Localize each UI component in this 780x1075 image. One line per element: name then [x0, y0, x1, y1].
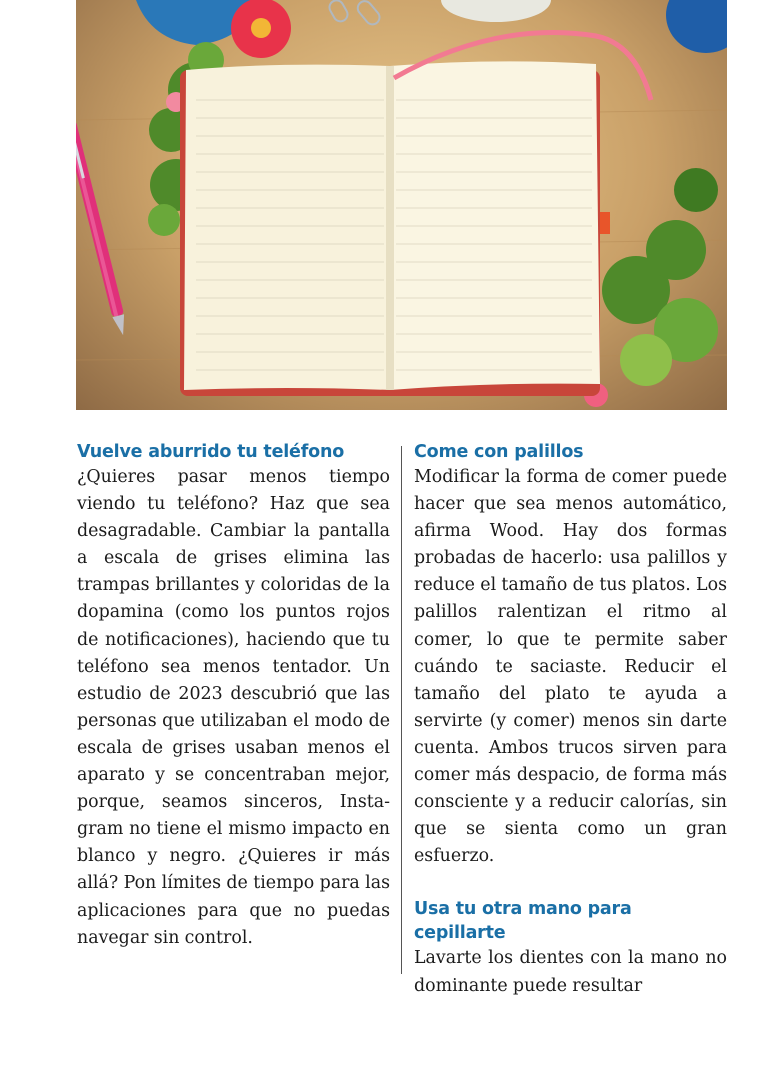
section-body: Lavarte los dientes con la mano no dominante puede resultar: [414, 948, 727, 996]
section-gap: [414, 870, 727, 897]
section-body: ¿Quieres pasar menos tiempo viendo tu teléfono? Haz que sea desagradable. Cambiar la pantalla a escala de grises elimina las trampas brillantes y coloridas de la dopamina (como los puntos rojos de notificaciones), haciendo que tu teléfono sea menos tentador. Un estudio de 2023 descubrió que las personas que utilizaban el modo de escala de grises usaban menos el aparato y se concentraban mejor, porque, seamos sinceros, Instagram no tiene el mismo impacto en blanco y negro. ¿Quieres ir más allá? Pon límites de tiempo para las aplicaciones para que no puedas navegar sin control.: [77, 467, 390, 948]
section-heading: Come con palillos: [414, 442, 584, 462]
column-divider: [401, 446, 402, 974]
right-column: [414, 440, 727, 1000]
section-heading: Vuelve aburrido tu teléfono: [77, 442, 345, 462]
open-notebook-photo: [76, 0, 727, 410]
section-heading: Usa tu otra mano para cepillarte: [414, 899, 632, 944]
photo-illustration: [76, 0, 727, 410]
section-body: Modificar la forma de comer puede hacer que sea menos automático, afirma Wood. Hay dos formas probadas de hacerlo: usa palillos y reduce el tamaño de tus platos. Los palillos ralentizan el ritmo al comer, lo que te permite saber cuándo te saciaste. Reducir el tamaño del plato te ayuda a servirte (y comer) menos sin darte cuenta. Ambos trucos sirven para comer más despacio, de forma más consciente y a reducir calorías, sin que se sienta como un gran esfuerzo.: [414, 467, 727, 867]
left-column: [77, 440, 390, 952]
